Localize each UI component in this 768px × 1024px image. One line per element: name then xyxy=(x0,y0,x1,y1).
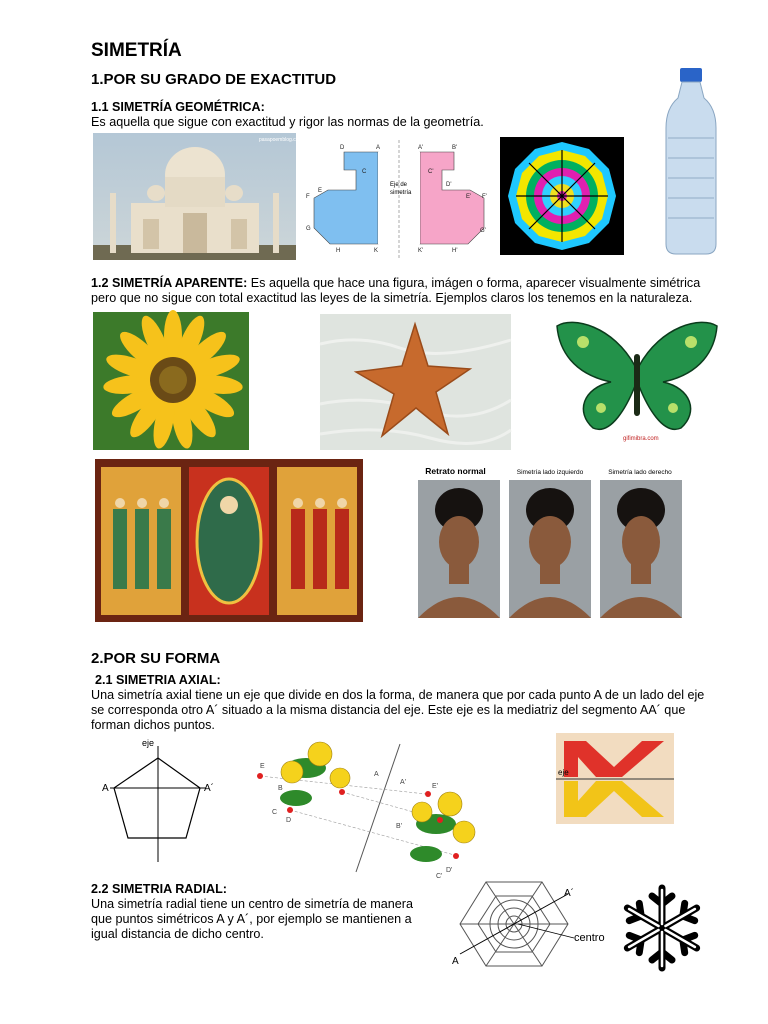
snowflake-image xyxy=(614,880,710,976)
section-2-heading: 2.POR SU FORMA xyxy=(91,650,221,667)
svg-text:A': A' xyxy=(418,145,424,151)
religious-painting-image xyxy=(95,459,363,622)
pentagon-point-a: A xyxy=(102,783,109,794)
geometric-symmetry-paragraph xyxy=(91,100,571,130)
pentagon-point-a-prime: A´ xyxy=(204,783,214,794)
taj-mahal-photo xyxy=(93,133,303,260)
mandala-image xyxy=(500,137,624,255)
portrait-caption-normal: Retrato normal xyxy=(425,466,486,476)
axis-label: Eje de xyxy=(390,182,408,188)
plastic-bottle-image xyxy=(660,68,722,256)
flower-label-a: A xyxy=(374,771,379,778)
svg-text:G: G xyxy=(306,226,311,232)
axial-symmetry-text: Una simetría axial tiene un eje que divide en dos la forma, de manera que por cada punto A de un lado del eje se corresponda otro A´ situado a la misma distancia del eje. Este eje es la mediatriz del segmento AA´ que forman dichos puntos. xyxy=(91,688,705,732)
geometric-symmetry-text: Es aquella que sigue con exactitud y rigor las normas de la geometría. xyxy=(91,115,484,129)
page-title: SIMETRÍA xyxy=(91,40,182,61)
svg-text:C: C xyxy=(362,169,367,175)
portrait-left-symmetry-photo xyxy=(509,480,591,618)
geometric-symmetry-heading: 1.1 SIMETRÍA GEOMÉTRICA: xyxy=(91,100,265,114)
portrait-caption-left: Simetría lado izquierdo xyxy=(516,469,584,476)
svg-text:K': K' xyxy=(418,248,424,254)
flower-label-e-prime: E' xyxy=(432,783,439,790)
portrait-normal-photo xyxy=(418,480,500,618)
section-1-heading: 1.POR SU GRADO DE EXACTITUD xyxy=(91,71,337,88)
axial-symmetry-paragraph xyxy=(91,673,721,733)
flower-label-d: D xyxy=(286,817,292,824)
svg-text:F': F' xyxy=(482,194,487,200)
svg-text:H: H xyxy=(336,248,341,254)
svg-text:E: E xyxy=(318,188,323,194)
hexagon-center-label: centro xyxy=(574,932,605,944)
photo-watermark: pasapoemblog.com xyxy=(259,137,303,143)
pentagon-axis-label: eje xyxy=(142,738,155,748)
flower-label-e: E xyxy=(260,763,265,770)
flower-label-c-prime: C' xyxy=(436,873,443,880)
radial-symmetry-heading: 2.2 SIMETRIA RADIAL: xyxy=(91,882,227,896)
starfish-photo xyxy=(320,314,511,450)
butterfly-image xyxy=(553,316,721,450)
portrait-caption-right: Simetría lado derecho xyxy=(608,469,672,476)
flower-label-b: B xyxy=(278,785,283,792)
apparent-symmetry-paragraph xyxy=(91,276,721,306)
svg-text:H': H' xyxy=(452,248,458,254)
apparent-symmetry-heading: 1.2 SIMETRÍA APARENTE: xyxy=(91,276,248,290)
zigzag-axis-label: eje xyxy=(558,768,569,777)
radial-hexagon-diagram xyxy=(450,880,616,968)
svg-text:B': B' xyxy=(452,145,458,151)
radial-symmetry-text: Una simetría radial tiene un centro de simetría de manera que puntos simétricos A y A´, por ejemplo se mantienen a igual distancia de dicho centro. xyxy=(91,897,414,941)
butterfly-caption: gifimibra.com xyxy=(623,436,659,442)
axial-symmetry-heading: 2.1 SIMETRIA AXIAL: xyxy=(95,673,221,687)
flower-label-b-prime: B' xyxy=(396,823,403,830)
pentagon-axis-diagram xyxy=(100,736,220,864)
radial-symmetry-paragraph xyxy=(91,882,421,942)
svg-text:F: F xyxy=(306,194,310,200)
svg-text:K: K xyxy=(374,248,379,254)
portrait-right-symmetry-photo xyxy=(600,480,682,618)
zigzag-axis-image xyxy=(556,733,674,824)
axis-label-2: simetría xyxy=(390,190,412,196)
hexagon-point-a: A xyxy=(452,956,459,967)
hexagon-point-a-prime: A´ xyxy=(564,888,574,899)
svg-text:C': C' xyxy=(428,169,434,175)
flower-label-d-prime: D' xyxy=(446,867,453,874)
svg-text:E': E' xyxy=(466,194,472,200)
svg-text:D': D' xyxy=(446,182,452,188)
flower-reflection-diagram xyxy=(250,732,490,882)
geometric-axis-diagram xyxy=(306,140,492,258)
flower-label-c: C xyxy=(272,809,278,816)
svg-text:D: D xyxy=(340,145,345,151)
flower-label-a-prime: A' xyxy=(400,779,407,786)
apparent-symmetry-text: Es aquella que hace una figura, imágen o forma, aparecer visualmente simétrica pero que no sigue con total exactitud las leyes de la simetría. Ejemplos claros los tenemos en la naturaleza. xyxy=(91,276,701,305)
sunflower-photo xyxy=(93,312,249,450)
svg-text:A: A xyxy=(376,145,381,151)
svg-text:G': G' xyxy=(480,228,486,234)
